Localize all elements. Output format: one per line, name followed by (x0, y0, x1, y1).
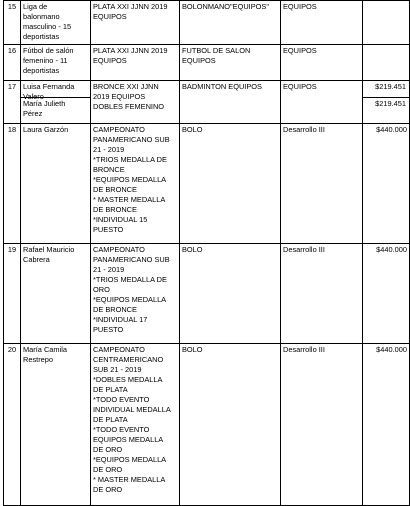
athlete-name-line: Liga de (23, 2, 48, 11)
event-line: DE BRONCE (93, 205, 137, 214)
athlete-name-line: Luisa Fernanda (23, 82, 75, 91)
event-line: CAMPEONATO (93, 125, 145, 134)
event-line: PANAMERICANO SUB (93, 255, 170, 264)
row-number: 19 (4, 244, 21, 344)
athlete-name (21, 81, 91, 124)
event-line: 21 - 2019 (93, 265, 125, 274)
awards-table (3, 0, 410, 506)
event-description (91, 81, 180, 124)
event-line: EQUIPOS MEDALLA (93, 435, 164, 444)
event-line: PLATA XXI JJNN 2019 (93, 2, 168, 11)
amount-cell (363, 1, 410, 45)
category-cell (281, 244, 363, 344)
category-cell (281, 1, 363, 45)
athlete-name-line: Cabrera (23, 255, 50, 264)
event-line: DE ORO (93, 465, 123, 474)
table-row (4, 45, 410, 81)
event-line: * MASTER MEDALLA (93, 195, 166, 204)
category-line: Desarrollo III (283, 345, 325, 354)
event-line: 2019 EQUIPOS (93, 92, 146, 101)
event-line: * MASTER MEDALLA (93, 475, 166, 484)
category-cell (281, 124, 363, 244)
athlete-name-line: Restrepo (23, 355, 53, 364)
event-line: INDIVIDUAL MEDALLA (93, 405, 171, 414)
event-line: DE ORO (93, 485, 123, 494)
athlete-name-line: Laura Garzón (23, 125, 69, 134)
athlete-name-line: Valero (23, 92, 44, 101)
athlete-name-line: balonmano (23, 12, 60, 21)
sport-cell (180, 45, 281, 81)
amount-top (363, 81, 409, 98)
amount-cell (363, 81, 410, 124)
event-line: *TODO EVENTO (93, 395, 150, 404)
event-line: PUESTO (93, 225, 124, 234)
amount-line: $440.000 (376, 245, 407, 254)
table-row (4, 344, 410, 506)
category-line: EQUIPOS (283, 2, 317, 11)
athlete-name-line: Rafael Mauricio (23, 245, 75, 254)
event-line: DE BRONCE (93, 305, 137, 314)
athlete-name (21, 124, 91, 244)
event-line: DE PLATA (93, 385, 128, 394)
athlete-name (21, 244, 91, 344)
event-line: CAMPEONATO (93, 345, 145, 354)
event-line: DE PLATA (93, 415, 128, 424)
table-row (4, 244, 410, 344)
amount-cell (363, 45, 410, 81)
event-line: *TRIOS MEDALLA DE (93, 275, 167, 284)
athlete-name-line: Fútbol de salón (23, 46, 74, 55)
event-description (91, 45, 180, 81)
event-line: CENTRAMERICANO (93, 355, 164, 364)
event-line: EQUIPOS (93, 56, 127, 65)
category-line: EQUIPOS (283, 46, 317, 55)
athlete-name-line: Pérez (23, 109, 43, 118)
sport-line: FUTBOL DE SALON (182, 46, 251, 55)
event-line: *INDIVIDUAL 15 (93, 215, 148, 224)
event-line: CAMPEONATO (93, 245, 145, 254)
category-line: EQUIPOS (283, 82, 317, 91)
event-line: DE BRONCE (93, 185, 137, 194)
row-number: 20 (4, 344, 21, 506)
amount-line: $219.451 (375, 99, 406, 108)
event-line: DOBLES FEMENINO (93, 102, 165, 111)
athlete-name-line: femenino - 11 (23, 56, 68, 65)
event-line: PANAMERICANO SUB (93, 135, 170, 144)
amount-bottom (363, 98, 409, 109)
athlete-name-line: deportistas (23, 32, 60, 41)
row-number: 15 (4, 1, 21, 45)
table-row (4, 81, 410, 124)
event-line: *INDIVIDUAL 17 (93, 315, 148, 324)
amount-cell (363, 124, 410, 244)
event-line: *TODO EVENTO (93, 425, 150, 434)
sport-cell (180, 81, 281, 124)
category-line: Desarrollo III (283, 245, 325, 254)
amount-cell (363, 344, 410, 506)
event-line: PLATA XXI JJNN 2019 (93, 46, 168, 55)
athlete-name-line: María Camila (23, 345, 67, 354)
event-line: *EQUIPOS MEDALLA (93, 175, 167, 184)
row-number: 18 (4, 124, 21, 244)
athlete-name (21, 45, 91, 81)
amount-cell (363, 244, 410, 344)
athlete-name-line: deportistas (23, 66, 60, 75)
sport-line: BOLO (182, 245, 203, 254)
sport-cell (180, 344, 281, 506)
event-description (91, 344, 180, 506)
sport-cell (180, 1, 281, 45)
event-line: SUB 21 - 2019 (93, 365, 142, 374)
event-line: *DOBLES MEDALLA (93, 375, 163, 384)
sport-line: BOLO (182, 125, 203, 134)
event-line: DE ORO (93, 445, 123, 454)
category-cell (281, 45, 363, 81)
event-line: *EQUIPOS MEDALLA (93, 295, 167, 304)
row-number: 16 (4, 45, 21, 81)
event-description (91, 124, 180, 244)
category-cell (281, 81, 363, 124)
sport-line: EQUIPOS (182, 56, 216, 65)
athlete-name-line: masculino - 15 (23, 22, 72, 31)
event-line: ORO (93, 285, 110, 294)
row-number: 17 (4, 81, 21, 124)
sport-cell (180, 244, 281, 344)
category-line: Desarrollo III (283, 125, 325, 134)
event-description (91, 244, 180, 344)
sport-cell (180, 124, 281, 244)
sport-line: BADMINTON EQUIPOS (182, 82, 262, 91)
event-line: PUESTO (93, 325, 124, 334)
amount-line: $219.451 (375, 82, 406, 91)
table-row (4, 1, 410, 45)
event-line: *EQUIPOS MEDALLA (93, 455, 167, 464)
sport-line: BOLO (182, 345, 203, 354)
category-cell (281, 344, 363, 506)
table-row (4, 124, 410, 244)
amount-line: $440.000 (376, 125, 407, 134)
athlete-name-bottom (21, 98, 90, 119)
event-line: EQUIPOS (93, 12, 127, 21)
event-description (91, 1, 180, 45)
athlete-name-line: María Julieth (23, 99, 66, 108)
amount-line: $440.000 (376, 345, 407, 354)
event-line: BRONCE (93, 165, 125, 174)
event-line: *TRIOS MEDALLA DE (93, 155, 167, 164)
athlete-name (21, 1, 91, 45)
event-line: 21 - 2019 (93, 145, 125, 154)
athlete-name-top (21, 81, 90, 101)
sport-line: BOLONMANO"EQUIPOS" (182, 2, 269, 11)
event-line: BRONCE XXI JJNN (93, 82, 159, 91)
athlete-name (21, 344, 91, 506)
